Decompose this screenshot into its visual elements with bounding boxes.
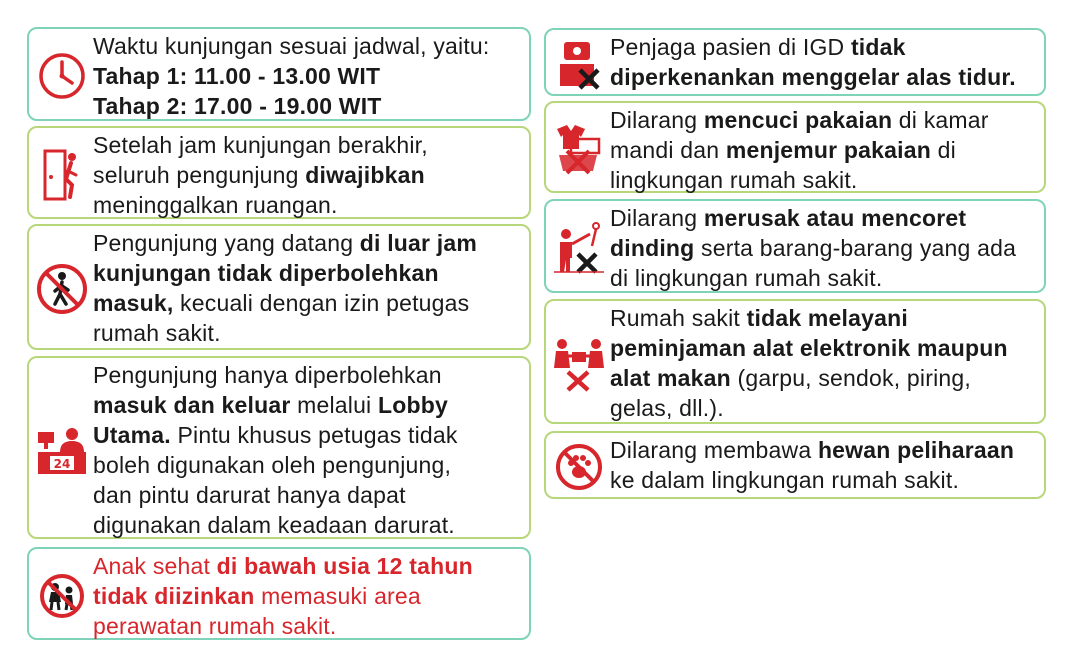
rule-segment: seluruh pengunjung [93,162,306,188]
rule-line [610,363,1040,393]
rule-card-outside-hours [27,224,531,350]
rule-card-children [27,547,531,640]
rule-segment: dan pintu darurat hanya dapat [93,482,406,508]
rule-line [610,32,1040,62]
rule-text [93,31,525,121]
rule-line [93,31,525,61]
rule-segment: Dilarang [610,107,704,133]
rule-emphasis: Lobby [377,392,448,418]
rule-card-pets [544,431,1046,499]
rule-segment: Pengunjung hanya diperbolehkan [93,362,442,388]
rule-segment: mandi dan [610,137,726,163]
rule-line [93,551,525,581]
rule-line [610,203,1040,233]
rule-segment: Pintu khusus petugas tidak [170,422,458,448]
rule-line [93,318,525,348]
rule-line [93,160,525,190]
rule-emphasis: merusak atau mencoret [703,205,967,231]
rule-line [610,465,1040,495]
rule-line [93,581,525,611]
rule-emphasis: kunjungan tidak diperbolehkan [93,260,439,286]
rule-emphasis: masuk dan keluar [93,392,291,418]
rule-line [610,135,1040,165]
rule-emphasis: alat makan [610,365,731,391]
rule-line [93,91,525,121]
rule-card-leave-room [27,126,531,219]
rule-card-laundry [544,101,1046,193]
rule-segment: perawatan rumah sakit. [93,613,337,639]
rule-segment: Pengunjung yang datang [93,230,360,256]
rule-line [93,130,525,160]
rule-emphasis: tidak melayani [746,305,908,331]
rule-line [93,420,525,450]
rule-text [610,105,1040,195]
rule-segment: (garpu, sendok, piring, [730,365,971,391]
rule-emphasis: masuk, [93,290,174,316]
rule-text [93,228,525,348]
rule-segment: lingkungan rumah sakit. [610,167,858,193]
rule-text [93,130,525,220]
lobby-24-icon [35,358,89,541]
rule-line [93,190,525,220]
rule-line [93,480,525,510]
rule-card-visit-hours [27,27,531,121]
rule-segment: di lingkungan rumah sakit. [610,265,883,291]
rule-line [610,263,1040,293]
no-entry-walker-icon [35,226,89,352]
rule-line [93,510,525,540]
rule-text [610,203,1040,293]
rule-segment: rumah sakit. [93,320,221,346]
rule-segment: gelas, dll.). [610,395,724,421]
rule-segment: digunakan dalam keadaan darurat. [93,512,455,538]
no-vandalism-icon [552,201,606,295]
rule-line [610,105,1040,135]
rule-emphasis: Utama. [93,422,171,448]
no-lending-icon [552,301,606,426]
rule-emphasis: hewan peliharaan [817,437,1015,463]
rule-line [93,61,525,91]
rule-line [93,450,525,480]
exit-door-icon [35,128,89,221]
rule-line [610,303,1040,333]
rule-line [610,233,1040,263]
rule-text [610,435,1040,495]
rule-line [93,360,525,390]
rule-segment: memasuki area [254,583,421,609]
clock-icon [35,29,89,123]
rule-text [610,303,1040,423]
rule-emphasis: tidak [850,34,906,60]
rule-line [610,333,1040,363]
rule-line [93,390,525,420]
rule-segment: Rumah sakit [610,305,747,331]
rule-emphasis: menjemur pakaian [725,137,931,163]
no-pets-icon [552,433,606,501]
rule-card-lending [544,299,1046,424]
rule-line [93,228,525,258]
rule-card-sleeping-mat [544,28,1046,96]
rule-segment: Setelah jam kunjungan berakhir, [93,132,428,158]
rule-segment: Anak sehat [93,553,217,579]
rule-segment: Penjaga pasien di IGD [610,34,851,60]
rule-segment: di [930,137,956,163]
rule-emphasis: tidak diizinkan [93,583,255,609]
rule-line [93,288,525,318]
rule-text [610,32,1040,92]
rule-line [610,165,1040,195]
rule-segment: melalui [290,392,378,418]
rule-line [610,435,1040,465]
rule-emphasis: diperkenankan menggelar alas tidur. [610,64,1016,90]
rule-segment: Dilarang [610,205,704,231]
rule-text [93,551,525,641]
no-laundry-icon [552,103,606,195]
rule-segment: serta barang-barang yang ada [694,235,1017,261]
svg-text:24: 24 [53,456,71,471]
rule-emphasis: Tahap 1: 11.00 - 13.00 WIT [93,63,381,89]
rule-emphasis: di bawah usia 12 tahun [216,553,473,579]
rule-segment: kecuali dengan izin petugas [173,290,470,316]
rule-segment: Waktu kunjungan sesuai jadwal, yaitu: [93,33,490,59]
rule-card-vandalism [544,199,1046,293]
rule-segment: di kamar [892,107,989,133]
rule-segment: meninggalkan ruangan. [93,192,338,218]
rule-segment: boleh digunakan oleh pengunjung, [93,452,452,478]
rule-emphasis: dinding [610,235,695,261]
rule-segment: Dilarang membawa [610,437,818,463]
rule-text [93,360,525,540]
no-sleeping-mat-icon [552,30,606,98]
rule-line [610,62,1040,92]
rule-emphasis: mencuci pakaian [703,107,893,133]
rule-line [610,393,1040,423]
rule-line [93,611,525,641]
rule-line [93,258,525,288]
rule-emphasis: diwajibkan [305,162,425,188]
rule-segment: ke dalam lingkungan rumah sakit. [610,467,960,493]
rule-card-lobby [27,356,531,539]
no-children-icon [35,549,89,642]
rule-emphasis: peminjaman alat elektronik maupun [610,335,1008,361]
rule-emphasis: di luar jam [359,230,478,256]
rule-emphasis: Tahap 2: 17.00 - 19.00 WIT [93,93,382,119]
